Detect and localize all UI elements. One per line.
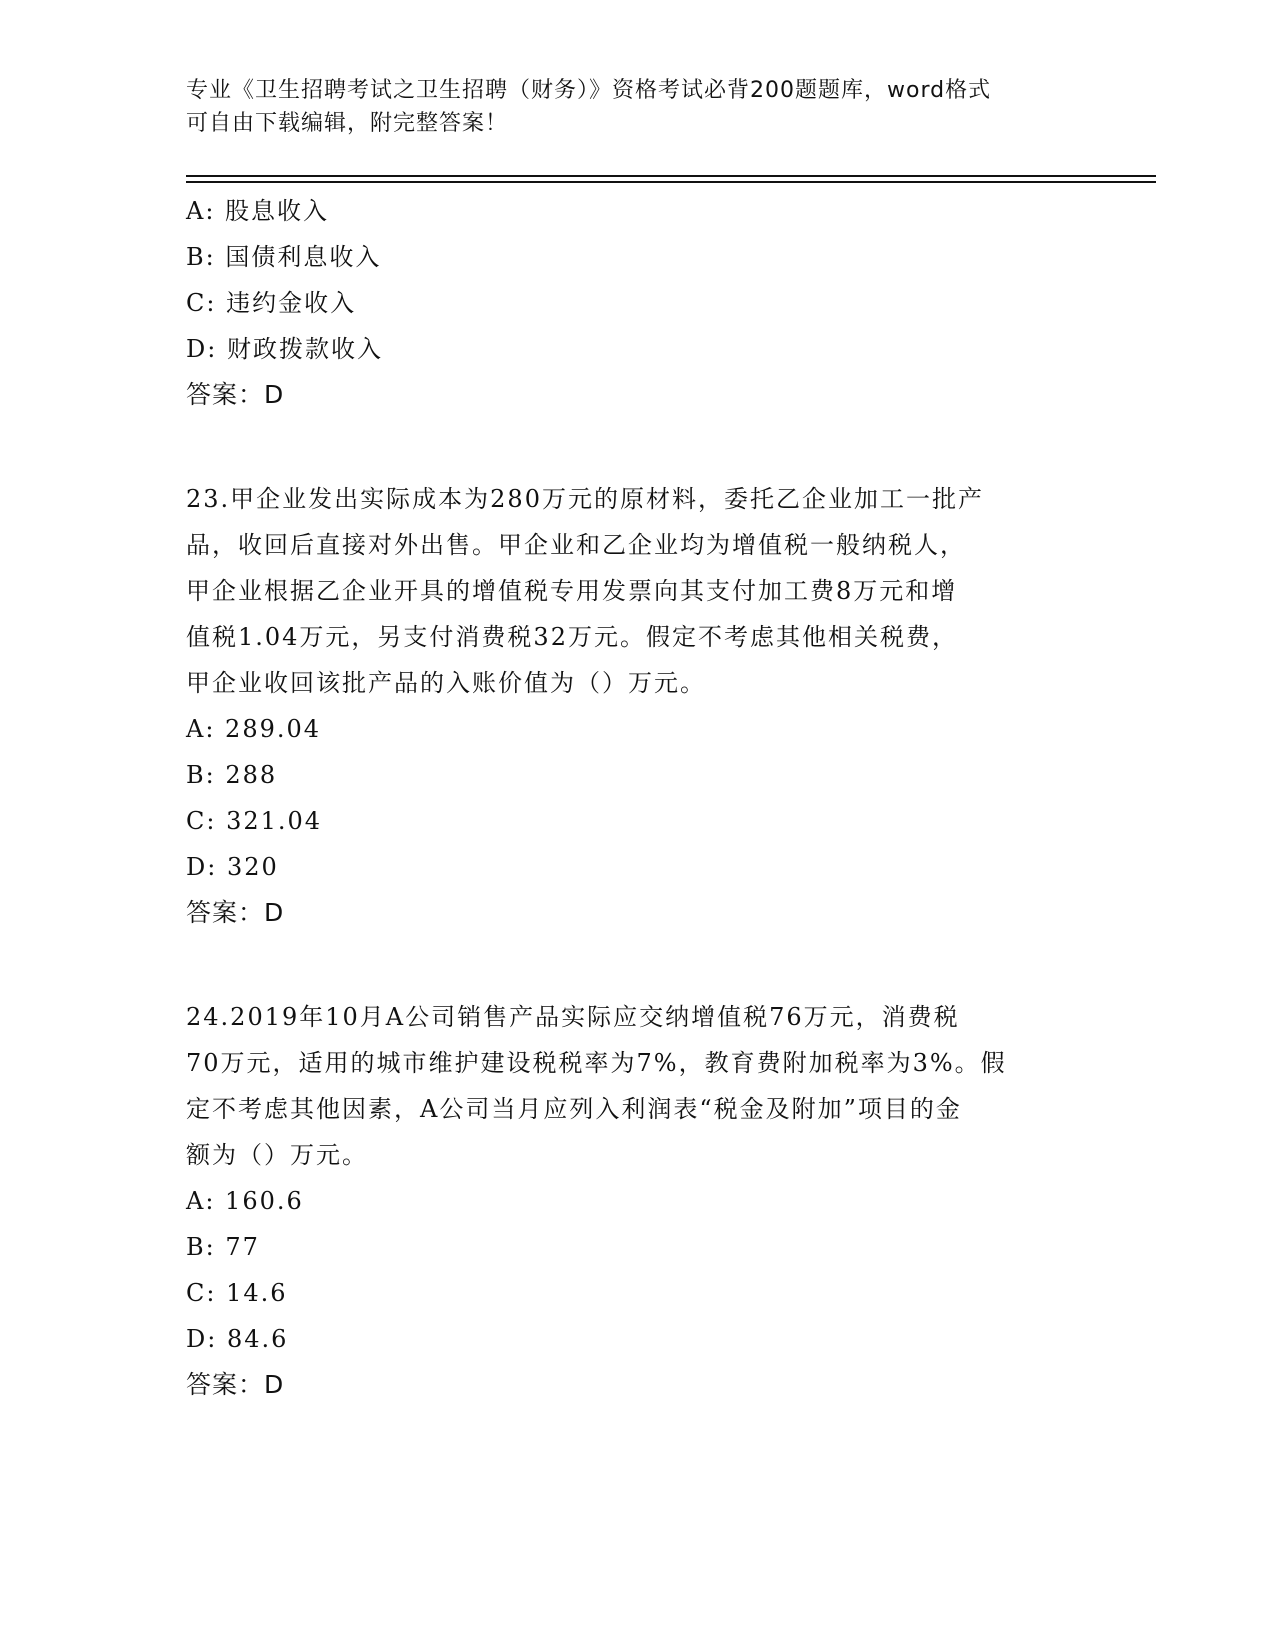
- stem-line: 品，收回后直接对外出售。甲企业和乙企业均为增值税一般纳税人，: [186, 531, 966, 559]
- stem-line: 值税1.04万元，另支付消费税32万元。假定不考虑其他相关税费，: [186, 623, 958, 651]
- question-spacer: [186, 936, 1086, 994]
- stem-line: 定不考虑其他因素，A公司当月应列入利润表“税金及附加”项目的金: [186, 1095, 962, 1123]
- option-c: C: 违约金收入: [186, 289, 357, 317]
- question-list: [186, 188, 1086, 1408]
- option-a: A: 289.04: [186, 715, 322, 743]
- option-c: C: 321.04: [186, 807, 323, 835]
- stem-line: 甲企业根据乙企业开具的增值税专用发票向其支付加工费8万元和增: [186, 577, 958, 605]
- header-line-2: 可自由下载编辑，附完整答案！: [186, 111, 509, 136]
- option-b: B: 国债利息收入: [186, 243, 382, 271]
- question-24: [186, 994, 1086, 1408]
- option-b: B: 288: [186, 761, 278, 789]
- answer-line: 答案：D: [186, 1370, 285, 1399]
- option-a: A: 股息收入: [186, 197, 330, 225]
- question-stem: [186, 476, 1086, 706]
- question-22: [186, 188, 1086, 418]
- option-d: D: 320: [186, 853, 279, 881]
- answer-line: 答案：D: [186, 380, 285, 409]
- stem-line: 甲企业收回该批产品的入账价值为（）万元。: [186, 669, 706, 697]
- option-c: C: 14.6: [186, 1279, 288, 1307]
- question-stem: [186, 994, 1086, 1178]
- answer-line: 答案：D: [186, 898, 285, 927]
- stem-line: 24.2019年10月A公司销售产品实际应交纳增值税76万元，消费税: [186, 1003, 960, 1031]
- header-rule-bottom: [186, 181, 1156, 183]
- header-rule-top: [186, 175, 1156, 177]
- header-line-1: 专业《卫生招聘考试之卫生招聘（财务）》资格考试必背200题题库，word格式: [186, 78, 992, 103]
- option-a: A: 160.6: [186, 1187, 304, 1215]
- stem-line: 23.甲企业发出实际成本为280万元的原材料，委托乙企业加工一批产: [186, 485, 984, 513]
- stem-line: 额为（）万元。: [186, 1141, 368, 1169]
- option-d: D: 财政拨款收入: [186, 335, 383, 363]
- option-d: D: 84.6: [186, 1325, 289, 1353]
- stem-line: 70万元，适用的城市维护建设税税率为7%，教育费附加税率为3%。假: [186, 1049, 1007, 1077]
- document-header: [186, 74, 1066, 140]
- question-spacer: [186, 418, 1086, 476]
- option-b: B: 77: [186, 1233, 260, 1261]
- question-23: [186, 476, 1086, 936]
